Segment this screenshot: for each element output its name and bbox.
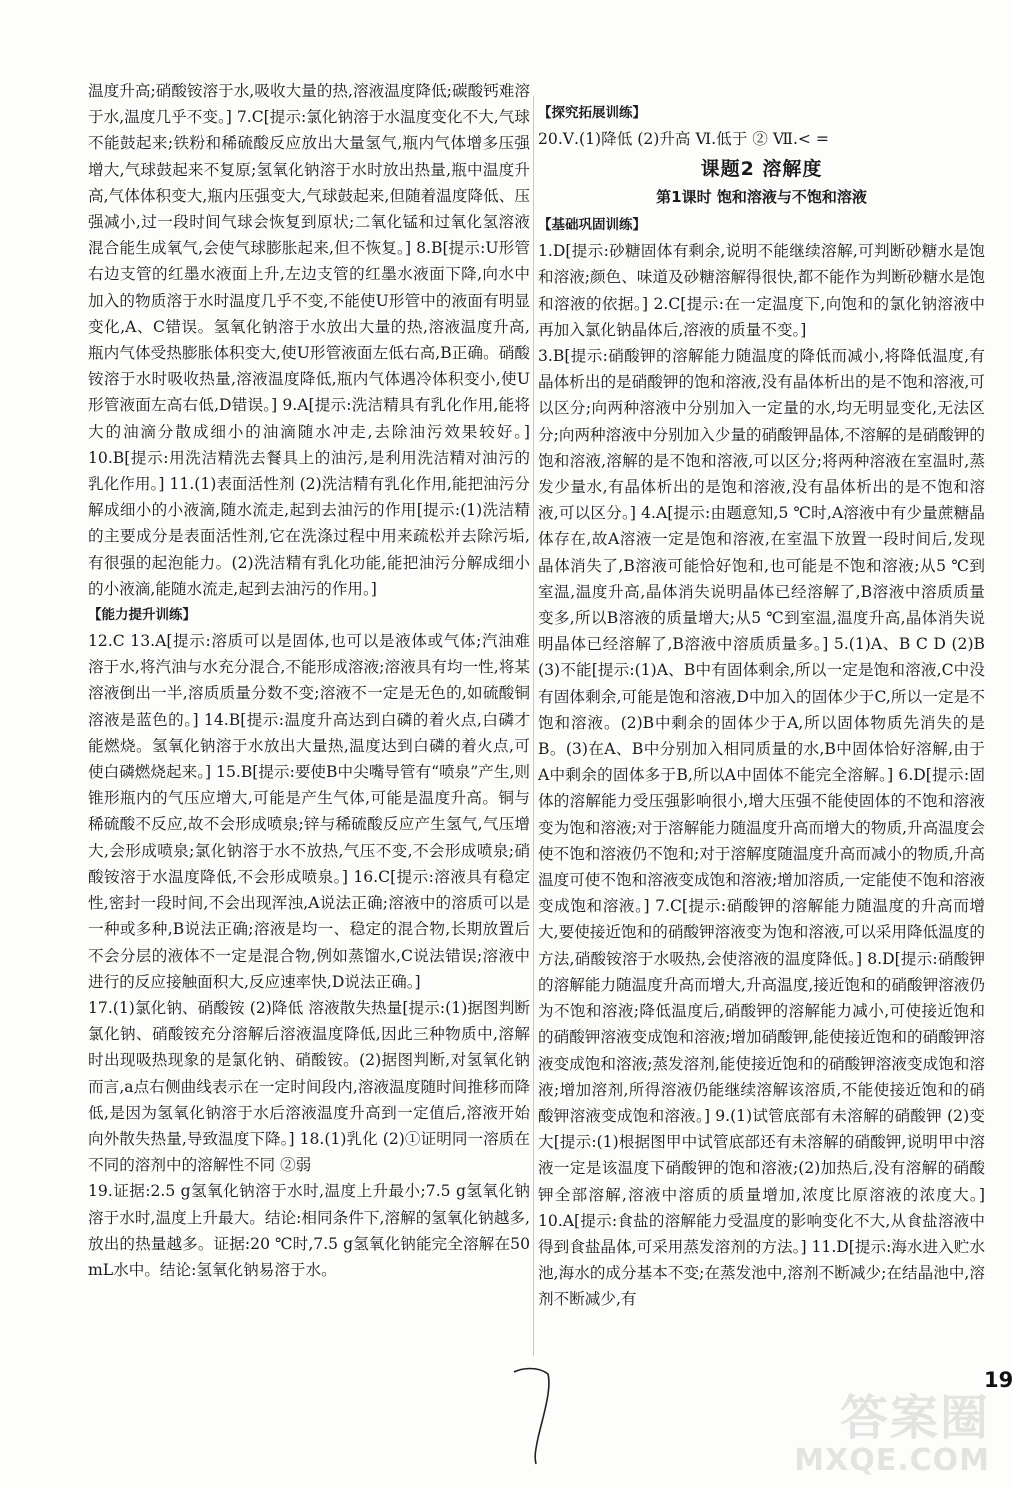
pen-mark-icon (508, 1360, 568, 1470)
watermark (794, 1391, 990, 1477)
answer-paragraph: 温度升高;硝酸铵溶于水,吸收大量的热,溶液温度降低;碳酸钙难溶于水,温度几乎不变。] 7.C[提示:氯化钠溶于水温度变化不大,气球不能鼓起来;铁粉和稀硫酸反应放出大量氢气,瓶内气体增多压强增大,气球鼓起来不复原;氢氧化钠溶于水时放出热量,瓶中温度升高,气体体积变大,瓶内压强变大,气球鼓起来,但随着温度降低、压强减小,过一段时间气球会恢复到原状;二氧化锰和过氧化氢溶液混合能生成氧气,会使气球膨胀起来,但不恢复。] 8.B[提示:U形管右边支管的红墨水液面上升,左边支管的红墨水液面下降,向水中加入的物质溶于水时温度几乎不变,不能使U形管中的液面有明显变化,A、C错误。氢氧化钠溶于水放出大量的热,溶液温度升高,瓶内气体受热膨胀体积变大,使U形管液面左低右高,B正确。硝酸铵溶于水时吸收热量,溶液温度降低,瓶内气体遇冷体积变小,使U形管液面左高右低,D错误。] 9.A[提示:洗洁精具有乳化作用,能将大的油滴分散成细小的油滴随水冲走,去除油污效果较好。] 10.B[提示:用洗洁精洗去餐具上的油污,是利用洗洁精对油污的乳化作用。] 11.(1)表面活性剂 (2)洗洁精有乳化作用,能把油污分解成细小的小液滴,随水流走,起到去油污的作用[提示:(1)洗洁精的主要成分是表面活性剂,它在洗涤过程中用来疏松并去除污垢,有很强的起泡能力。(2)洗洁精有乳化功能,能把油污分解成细小的小液滴,能随水流走,起到去油污的作用。] (88, 82, 530, 598)
answer-paragraph: 17.(1)氯化钠、硝酸铵 (2)降低 溶液散失热量[提示:(1)据图判断氯化钠、硝酸铵充分溶解后溶液温度降低,因此三种物质中,溶解时出现吸热现象的是氯化钠、硝酸铵。(2)据图判断,对氢氧化钠而言,a点右侧曲线表示在一定时间段内,溶液温度随时间推移而降低,是因为氢氧化钠溶于水后溶液温度升高到一定值后,溶液开始向外散失热量,导致温度下降。] 18.(1)乳化 (2)①证明同一溶质在不同的溶剂中的溶解性不同 ②弱 (88, 998, 530, 1175)
answer-paragraph: 19.证据:2.5 g氢氧化钠溶于水时,温度上升最小;7.5 g氢氧化钠溶于水时,温度上升最大。结论:相同条件下,溶解的氢氧化钠越多,放出的热量越多。证据:20 ℃时,7.5 g氢氧化钠能完全溶解在50 mL水中。结论:氢氧化钠易溶于水。 (88, 1182, 530, 1279)
lesson-title: 课题2 溶解度 (700, 158, 823, 181)
section-heading-ability: 【 能力提升训练 】 (88, 604, 196, 626)
answer-paragraph: 1.D[提示:砂糖固体有剩余,说明不能继续溶解,可判断砂糖水是饱和溶液;颜色、味道及砂糖溶解得很快,都不能作为判断砂糖水是饱和溶液的依据。] 2.C[提示:在一定温度下,向饱和的氯化钠溶液中再加入氯化钠晶体后,溶液的质量不变。] (538, 242, 985, 339)
answer-paragraph: 12.C 13.A[提示:溶质可以是固体,也可以是液体或气体;汽油难溶于水,将汽油与水充分混合,不能形成溶液;溶液具有均一性,将某溶液倒出一半,溶质质量分数不变;溶液不一定是无色的,如硫酸铜溶液是蓝色的。] 14.B[提示:温度升高达到白磷的着火点,白磷才能燃烧。氢氧化钠溶于水放出大量热,温度达到白磷的着火点,可使白磷燃烧起来。] 15.B[提示:要使B中尖嘴导管有“喷泉”产生,则锥形瓶内的气压应增大,可能是产生气体,可能是温度升高。铜与稀硫酸不反应,故不会形成喷泉;锌与稀硫酸反应产生氢气,气压增大,会形成喷泉;氯化钠溶于水不放热,气压不变,不会形成喷泉;硝酸铵溶于水温度降低,不会形成喷泉。] 16.C[提示:溶液具有稳定性,密封一段时间,不会出现浑浊,A说法正确;溶液中的溶质可以是一种或多种,B说法正确;溶液是均一、稳定的混合物,长期放置后不会分层的液体不一定是混合物,例如蒸馏水,C说法错误;溶液中进行的反应接触面积大,反应速率快,D说法正确。] (88, 632, 530, 991)
answer-paragraph: 20.Ⅴ.(1)降低 (2)升高 Ⅵ.低于 ② Ⅶ.< = (538, 130, 829, 148)
lesson-subtitle: 第1课时 饱和溶液与不饱和溶液 (656, 188, 867, 207)
section-heading-explore: 【 探究拓展训练 】 (538, 102, 646, 124)
right-column (538, 100, 985, 1313)
watermark-url: MXQE.COM (794, 1443, 990, 1478)
answer-paragraph: 3.B[提示:硝酸钾的溶解能力随温度的降低而减小,将降低温度,有晶体析出的是硝酸钾的饱和溶液,没有晶体析出的是不饱和溶液,可以区分;向两种溶液中分别加入一定量的水,均无明显变化,无法区分;向两种溶液中分别加入少量的硝酸钾晶体,不溶解的是硝酸钾的饱和溶液,溶解的是不饱和溶液,可以区分;将两种溶液在室温时,蒸发少量水,有晶体析出的是饱和溶液,没有晶体析出的是不饱和溶液,可以区分。] 4.A[提示:由题意知,5 ℃时,A溶液中有少量蔗糖晶体存在,故A溶液一定是饱和溶液,在室温下放置一段时间后,发现晶体消失了,B溶液可能恰好饱和,也可能是不饱和溶液;从5 ℃到室温,温度升高,晶体消失说明晶体已经溶解了,B溶液中溶质质量变多,所以B溶液的质量增大;从5 ℃到室温,温度升高,晶体消失说明晶体已经溶解了,B溶液中溶质质量多。] 5.(1)A、B C D (2)B (3)不能[提示:(1)A、B中有固体剩余,所以一定是饱和溶液,C中没有固体剩余,可能是饱和溶液,D中加入的固体少于C,所以一定是不饱和溶液。(2)B中剩余的固体少于A,所以固体物质先消失的是B。(3)在A、B中分别加入相同质量的水,B中固体恰好溶解,由于A中剩余的固体多于B,所以A中固体不能完全溶解。] 6.D[提示:固体的溶解能力受压强影响很小,增大压强不能使固体的不饱和溶液变为饱和溶液;对于溶解能力随温度升高而增大的物质,升高温度会使不饱和溶液仍不饱和;对于溶解度随温度升高而减小的物质,升高温度可使不饱和溶液变成饱和溶液;增加溶质,一定能使不饱和溶液变成饱和溶液。] 7.C[提示:硝酸钾的溶解能力随温度的升高而增大,要使接近饱和的硝酸钾溶液变为饱和溶液,可以采用降低温度的方法,硝酸铵溶于水吸热,会使溶液的温度降低。] 8.D[提示:硝酸钾的溶解能力随温度升高而增大,升高温度,接近饱和的硝酸钾溶液仍为不饱和溶液;降低温度后,硝酸钾的溶解能力减小,可使接近饱和的硝酸钾溶液变成饱和溶液;增加硝酸钾,能使接近饱和的硝酸钾溶液变成饱和溶液;蒸发溶剂,能使接近饱和的硝酸钾溶液变成饱和溶液;增加溶剂,所得溶液仍能继续溶解该溶质,不能使接近饱和的硝酸钾溶液变成饱和溶液。] 9.(1)试管底部有未溶解的硝酸钾 (2)变大[提示:(1)根据图甲中试管底部还有未溶解的硝酸钾,说明甲中溶液一定是该温度下硝酸钾的饱和溶液;(2)加热后,没有溶解的硝酸钾全部溶解,溶液中溶质的质量增加,浓度比原溶液的浓度大。] 10.A[提示:食盐的溶解能力受温度的影响变化不大,从食盐溶液中得到食盐晶体,可采用蒸发溶剂的方法。] 11.D[提示:海水进入贮水池,海水的成分基本不变;在蒸发池中,溶剂不断减少;在结晶池中,溶剂不断减少,有 (538, 347, 985, 1309)
column-divider (533, 96, 534, 1356)
left-column (88, 78, 530, 1283)
page-number: 19 (984, 1368, 1013, 1392)
watermark-logo: 答案圈 (839, 1390, 990, 1446)
section-heading-basic: 【 基础巩固训练 】 (538, 214, 646, 236)
